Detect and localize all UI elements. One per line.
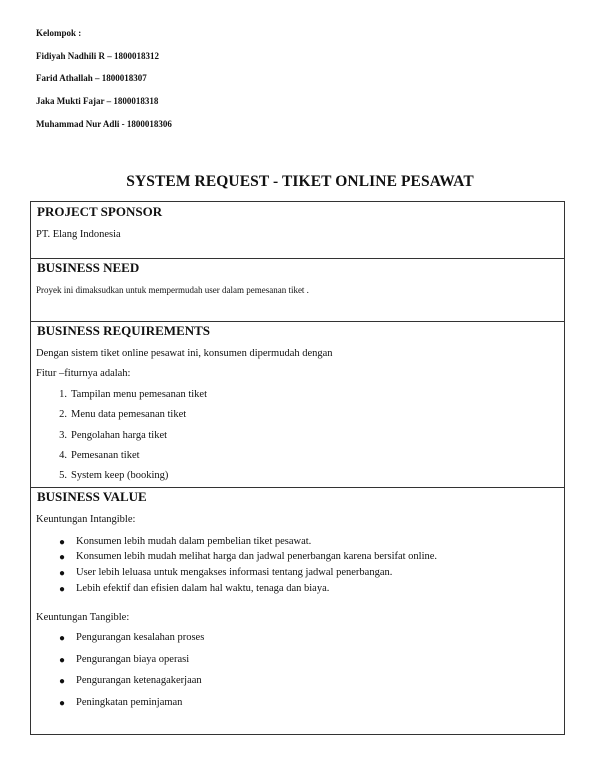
bullet-icon: ● <box>59 584 66 595</box>
bullet-icon: ● <box>59 537 66 548</box>
list-item: Menu data pemesanan tiket <box>71 409 187 420</box>
requirements-intro: Dengan sistem tiket online pesawat ini, konsumen dipermudah dengan <box>36 348 333 359</box>
request-table <box>30 201 565 735</box>
list-number: 4. <box>59 450 67 461</box>
bullet-icon: ● <box>59 698 66 709</box>
sponsor-text: PT. Elang Indonesia <box>36 229 121 240</box>
intangible-item: Konsumen lebih mudah melihat harga dan jadwal penerbangan karena bersifat online. <box>76 551 438 562</box>
features-label: Fitur –fiturnya adalah: <box>36 368 131 379</box>
bullet-icon: ● <box>59 676 66 687</box>
need-text: Proyek ini dimaksudkan untuk mempermudah user dalam pemesanan tiket . <box>36 285 309 295</box>
list-item: System keep (booking) <box>71 470 169 481</box>
group-info <box>36 22 336 135</box>
list-item: Tampilan menu pemesanan tiket <box>71 389 208 400</box>
intangible-item: Konsumen lebih mudah dalam pembelian tiket pesawat. <box>76 536 312 547</box>
sponsor-heading: PROJECT SPONSOR <box>37 204 163 219</box>
intangible-item: User lebih leluasa untuk mengakses informasi tentang jadwal penerbangan. <box>76 567 393 578</box>
section-divider <box>31 258 564 259</box>
group-member: Jaka Mukti Fajar – 1800018318 <box>36 96 159 107</box>
section-divider <box>31 487 564 488</box>
tangible-item: Pengurangan ketenagakerjaan <box>76 675 202 686</box>
need-heading: BUSINESS NEED <box>37 260 140 275</box>
group-label: Kelompok : <box>36 28 82 38</box>
intangible-label: Keuntungan Intangible: <box>36 514 136 525</box>
bullet-icon: ● <box>59 655 66 666</box>
bullet-icon: ● <box>59 568 66 579</box>
bullet-icon: ● <box>59 552 66 563</box>
group-member: Farid Athallah – 1800018307 <box>36 73 147 84</box>
list-number: 1. <box>59 389 67 400</box>
tangible-item: Pengurangan kesalahan proses <box>76 632 205 643</box>
group-member: Fidiyah Nadhili R – 1800018312 <box>36 50 160 61</box>
tangible-item: Peningkatan peminjaman <box>76 697 183 708</box>
section-divider <box>31 321 564 322</box>
bullet-icon: ● <box>59 633 66 644</box>
intangible-item: Lebih efektif dan efisien dalam hal waktu, tenaga dan biaya. <box>76 583 330 594</box>
tangible-item: Pengurangan biaya operasi <box>76 654 190 665</box>
value-heading: BUSINESS VALUE <box>37 489 147 504</box>
list-number: 2. <box>59 409 67 420</box>
list-item: Pemesanan tiket <box>71 450 140 461</box>
list-item: Pengolahan harga tiket <box>71 430 168 441</box>
list-number: 3. <box>59 430 67 441</box>
group-member: Muhammad Nur Adli - 1800018306 <box>36 118 172 129</box>
document-title: SYSTEM REQUEST - TIKET ONLINE PESAWAT <box>126 173 474 190</box>
list-number: 5. <box>59 470 67 481</box>
tangible-label: Keuntungan Tangible: <box>36 612 130 623</box>
requirements-heading: BUSINESS REQUIREMENTS <box>37 323 211 338</box>
